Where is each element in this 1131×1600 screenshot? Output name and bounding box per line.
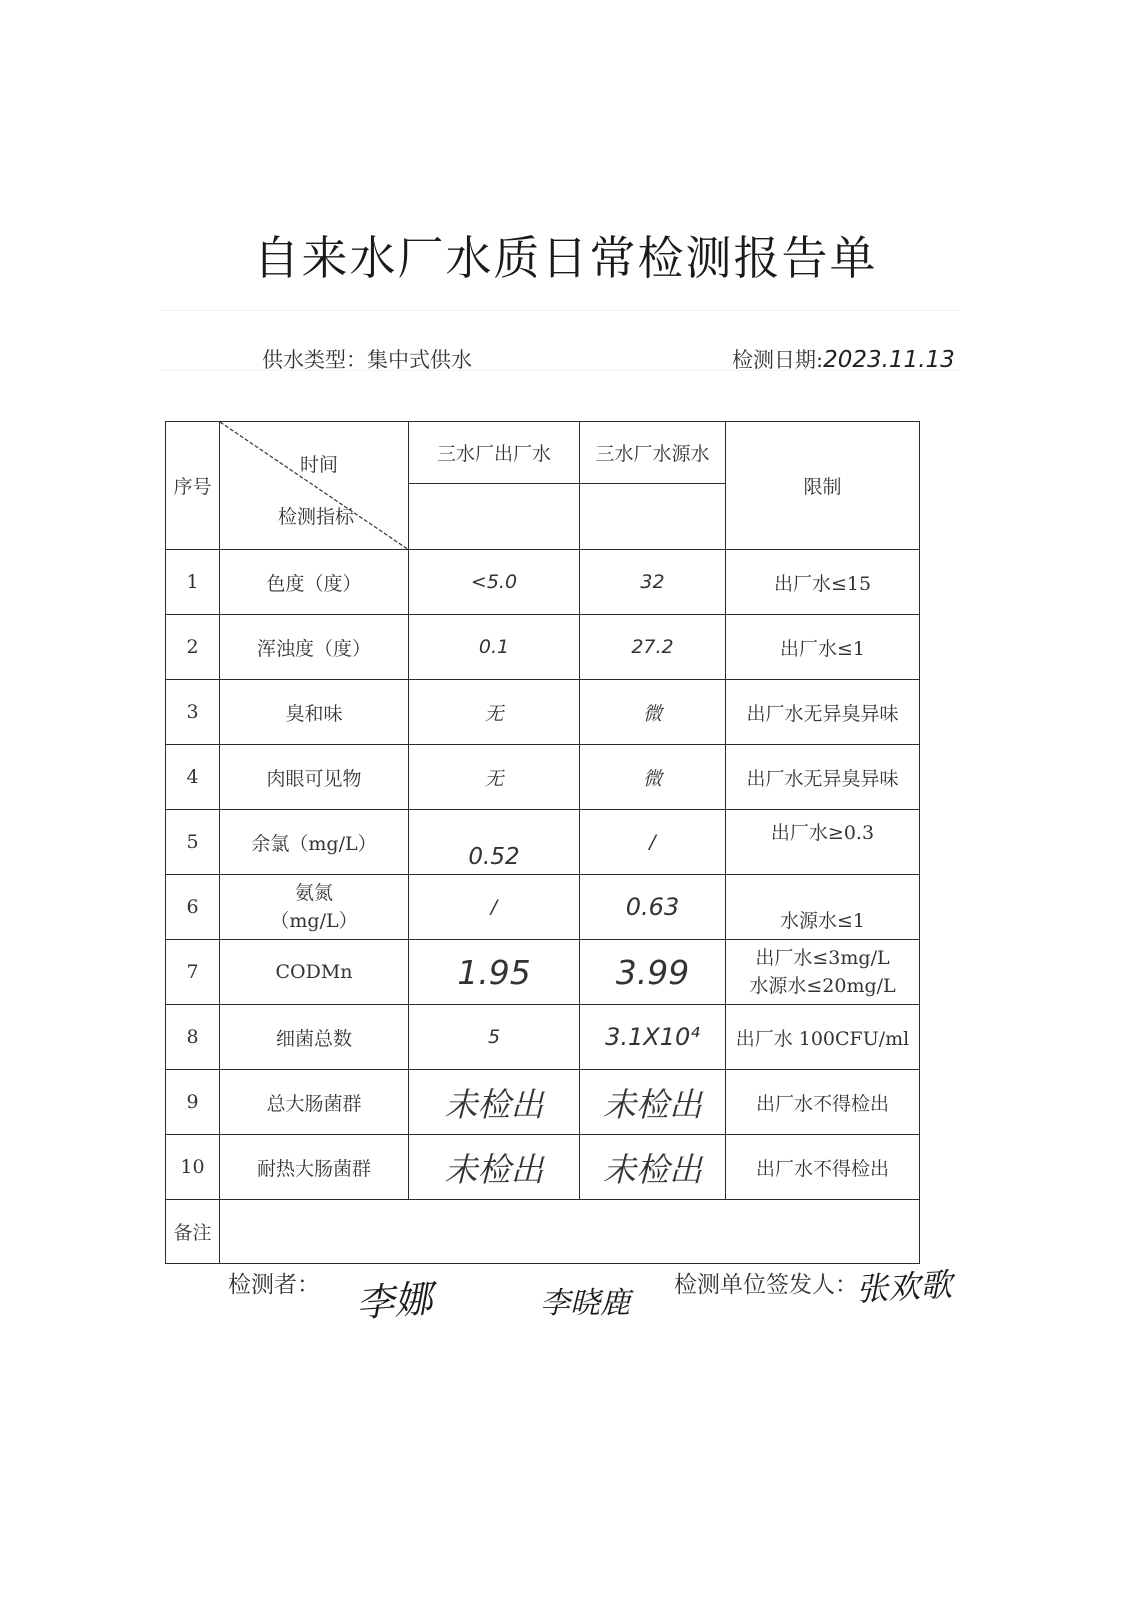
remark-label: 备注 [166,1200,220,1264]
report-table [165,421,920,1264]
header-source-blank [580,484,726,550]
row-limit: 出厂水 100CFU/ml [726,1005,920,1070]
water-supply-type-label: 供水类型： [262,348,367,372]
test-date-value: 2023.11.13 [823,347,955,373]
row-outlet-value: 无 [409,680,580,745]
row-seq: 8 [166,1005,220,1070]
row-source-value: 3.99 [580,940,726,1005]
inspector-signature-2: 李晓鹿 [540,1286,630,1321]
row-seq: 4 [166,745,220,810]
row-outlet-value: 未检出 [409,1135,580,1200]
row-limit: 出厂水不得检出 [726,1070,920,1135]
row-indicator-line1: 氨氮 [294,882,333,904]
row-source-value: 未检出 [580,1070,726,1135]
table-row [166,550,920,615]
row-indicator: 臭和味 [220,680,409,745]
remark-content [220,1200,920,1264]
row-seq: 7 [166,940,220,1005]
row-indicator: 细菌总数 [220,1005,409,1070]
table-row [166,875,920,940]
table-row [166,810,920,875]
row-limit: 出厂水不得检出 [726,1135,920,1200]
header-time: 时间 [300,454,339,476]
row-outlet-value: 未检出 [409,1070,580,1135]
inspector-signature-1: 李娜 [354,1276,434,1326]
row-seq: 1 [166,550,220,615]
header-outlet: 三水厂出厂水 [409,422,580,484]
header-limit: 限制 [726,422,920,550]
row-limit: 水源水≤1 [726,875,920,940]
row-limit-line2: 水源水≤20mg/L [749,975,896,997]
page-title: 自来水厂水质日常检测报告单 [253,231,878,285]
row-limit-line1: 出厂水≤3mg/L [755,947,890,969]
row-outlet-value: 0.52 [409,810,580,875]
diagonal-line [220,422,409,550]
water-supply-type [262,344,472,374]
header-source: 三水厂水源水 [580,422,726,484]
row-limit: 出厂水无异臭异味 [726,745,920,810]
row-outlet-value: 5 [409,1005,580,1070]
row-indicator [220,875,409,940]
row-outlet-value: 1.95 [409,940,580,1005]
row-indicator: 色度（度） [220,550,409,615]
row-seq: 2 [166,615,220,680]
row-limit: 出厂水≥0.3 [726,810,920,875]
row-indicator: 肉眼可见物 [220,745,409,810]
table-row [166,680,920,745]
header-indicator: 检测指标 [278,506,355,528]
issuer-label: 检测单位签发人： [674,1272,858,1298]
header-outlet-blank [409,484,580,550]
row-limit: 出厂水≤15 [726,550,920,615]
table-row [166,1005,920,1070]
issuer-signature: 张欢歌 [855,1265,954,1309]
test-date [732,344,955,374]
row-source-value: 0.63 [580,875,726,940]
row-outlet-value: 0.1 [409,615,580,680]
row-source-value: 3.1X10⁴ [580,1005,726,1070]
row-indicator: 余氯（mg/L） [220,810,409,875]
row-limit: 出厂水≤1 [726,615,920,680]
row-indicator-line2: （mg/L） [270,910,358,932]
row-limit: 出厂水无异臭异味 [726,680,920,745]
inspector-label: 检测者： [228,1272,320,1298]
row-outlet-value: 无 [409,745,580,810]
row-indicator: 浑浊度（度） [220,615,409,680]
row-indicator: 耐热大肠菌群 [220,1135,409,1200]
row-seq: 3 [166,680,220,745]
test-date-label: 检测日期: [732,348,824,372]
table-row [166,1070,920,1135]
water-supply-type-value: 集中式供水 [367,348,472,372]
header-seq: 序号 [166,422,220,550]
row-seq: 5 [166,810,220,875]
row-seq: 10 [166,1135,220,1200]
row-source-value: / [580,810,726,875]
row-outlet-value: / [409,875,580,940]
row-limit [726,940,920,1005]
row-indicator: CODMn [220,940,409,1005]
row-source-value: 未检出 [580,1135,726,1200]
row-source-value: 微 [580,745,726,810]
remark-row [166,1200,920,1264]
row-outlet-value: <5.0 [409,550,580,615]
row-source-value: 27.2 [580,615,726,680]
table-row [166,1135,920,1200]
header-diagonal-cell [220,422,409,550]
row-source-value: 微 [580,680,726,745]
table-row [166,745,920,810]
row-source-value: 32 [580,550,726,615]
table-row [166,615,920,680]
row-indicator: 总大肠菌群 [220,1070,409,1135]
row-seq: 9 [166,1070,220,1135]
row-seq: 6 [166,875,220,940]
table-row [166,940,920,1005]
